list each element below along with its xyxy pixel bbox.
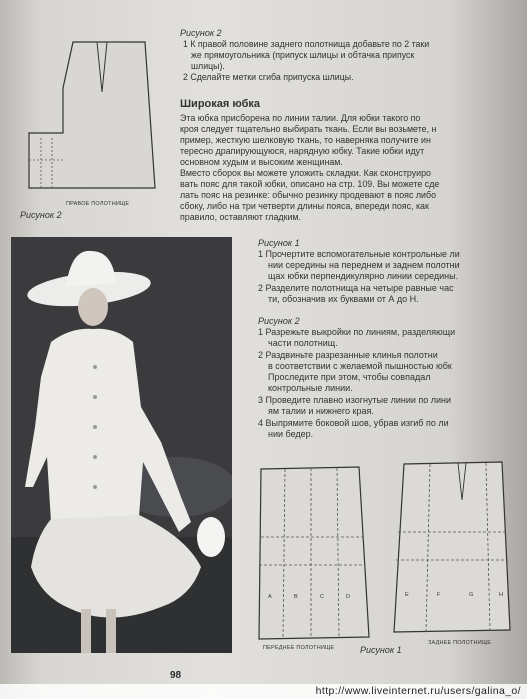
back-panel-label: ЗАДНЕЕ ПОЛОТНИЩЕ [428, 640, 492, 646]
fig2-caption: Рисунок 2 [258, 316, 300, 326]
section-title: Широкая юбка [180, 98, 261, 110]
front-letter-d: D [346, 594, 351, 600]
back-letter-h: H [499, 592, 504, 598]
front-letter-b: B [294, 594, 298, 600]
right-panel-label: ПРАВОЕ ПОЛОТНИЩЕ [66, 201, 130, 207]
top-right-caption: Рисунок 2 [180, 28, 222, 38]
woman-in-hat-illustration [11, 237, 232, 653]
front-letter-a: A [268, 594, 272, 600]
back-letter-f: F [437, 592, 441, 598]
back-panel-pattern [390, 460, 520, 640]
bottom-figure-caption: Рисунок 1 [360, 645, 402, 655]
front-panel-pattern [255, 465, 375, 645]
fig-top-caption: Рисунок 2 [20, 210, 62, 220]
watermark-url[interactable]: http://www.liveinternet.ru/users/galina_o/ [0, 684, 527, 699]
front-panel-label: ПЕРЕДНЕЕ ПОЛОТНИЩЕ [263, 645, 335, 651]
front-letter-c: C [320, 594, 325, 600]
page-number: 98 [170, 670, 182, 681]
book-page: ПРАВОЕ ПОЛОТНИЩЕ Рисунок 2 Рисунок 2 1 К правой половине заднего полотнища добавьте по 2 таки же прямоугольника (припуск шлицы и обтачка припуск шлицы). 2 Сделайте метки сгиба припуска шлицы. Широкая юбка Эта юбка присборена по линии талии. Для юбки такого по кроя следует тщательно выбирать ткань. Если вы возьмете, н пример, жесткую шелковую ткань, то наверняка получите ин тересно драпирующуюся, нарядную юбку. Такие юбки идут основном худым и высоким женщинам. Вместо сборок вы можете уложить складки. Как сконструиро вать пояс для такой юбки, описано на стр. 109. Вы можете сде лать пояс на резинке: обычно резинку продевают в пояс либо сбоку, либо на три четверти длины пояса, впереди пояс, как правило, оставляют гладким. Рисунок 1 1 Прочертите вспомогательные контрольные ли нии середины на переднем и заднем полотни щах юбки перпендикулярно линии середины. 2 Разделите полотнища на четыре равные час ти, обозначив их буквами от А до Н. Рисунок 2 1 Разрежьте выкройки по линиям, разделяющи части полотнищ. 2 Раздвиньте разрезанные клинья полотни в соответствии с желаемой пышностью юбк Проследите при этом, чтобы совпадал контрольные линии. 3 Проведите плавно изогнутые линии по лини ям талии и нижнего края. 4 Выпрямите боковой шов, убрав изгиб по ли нии бедер. A B C D ПЕРЕДНЕЕ ПОЛОТНИЩЕ E F G H ЗАДНЕЕ ПОЛОТНИЩЕ Рисунок 1 98 http://www.liveinternet.ru/users/galina_o/ [0, 0, 527, 699]
back-letter-e: E [405, 592, 409, 598]
fashion-photo [11, 237, 232, 653]
fig1-caption: Рисунок 1 [258, 238, 300, 248]
back-letter-g: G [469, 592, 474, 598]
